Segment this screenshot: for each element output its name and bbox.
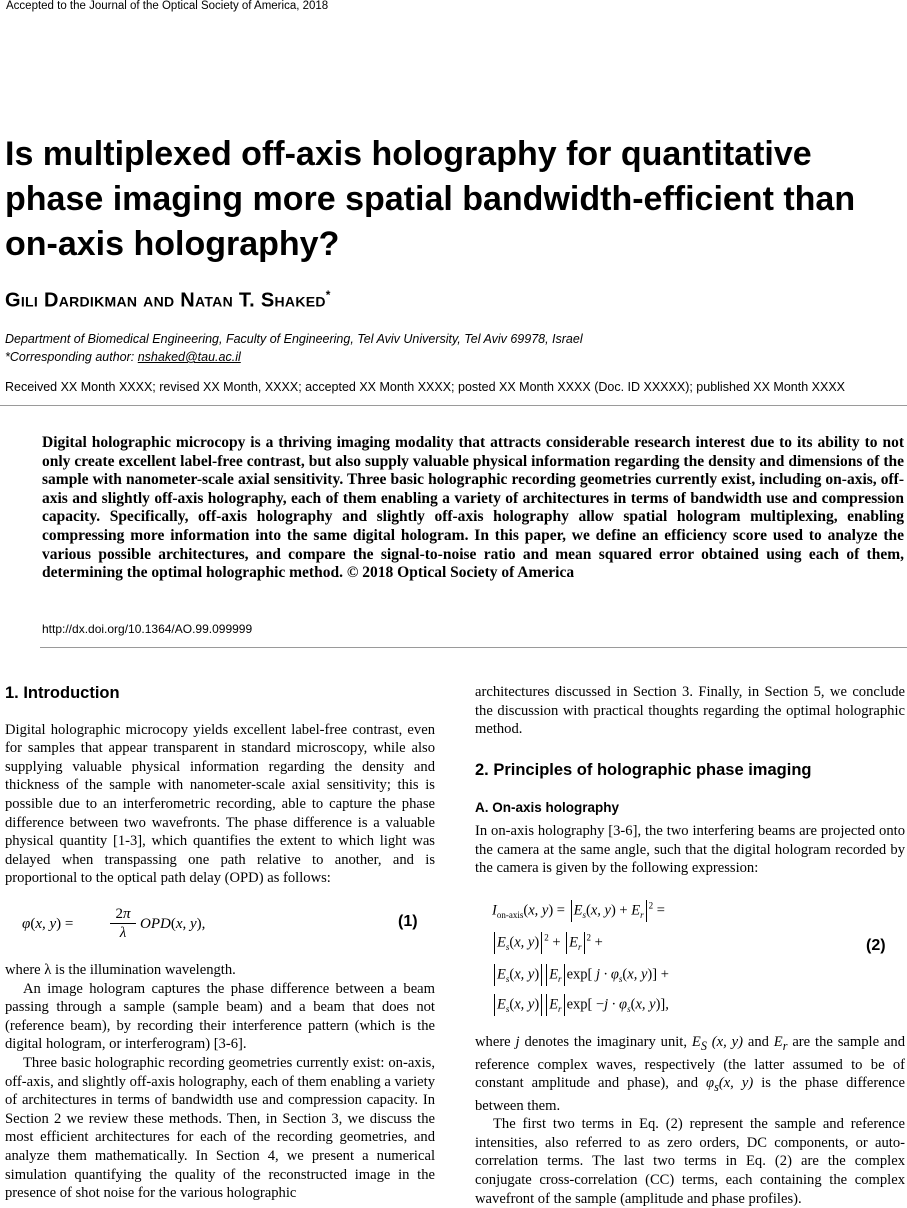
text-run: denotes the imaginary unit, <box>519 1034 692 1050</box>
intro-paragraph-1: Digital holographic microcopy yields excellent label-free contrast, even for samples that appear transparent in standard microscopy, while also supplying valuable physical information regarding the density and thickness of the sample with nanometer-scale axial sensitivity; this is possible due to an interferometric recording, able to capture the phase difference between two wavefronts. The phase difference is a valuable physical quantity [1-3], which quantifies the extent to which light was delayed when transpassing one path relative to another, and is proportional to the optical path delay (OPD) as follows: <box>5 721 435 887</box>
wavelength-sentence: where λ is the illumination wavelength. <box>5 962 236 978</box>
corresponding-author <box>5 350 241 364</box>
left-column <box>5 684 435 888</box>
variables-paragraph <box>475 1033 905 1115</box>
terms-paragraph: The first two terms in Eq. (2) represent the sample and reference intensities, also referred to as zero orders, DC components, or auto-correlation terms. The last two terms in Eq. (2) are the complex conjugate cross-correlation (CC) terms, each containing the complex wavefront of the sample (amplitude and phase profiles). <box>475 1116 905 1207</box>
divider-top <box>0 405 907 406</box>
doi-link[interactable]: http://dx.doi.org/10.1364/AO.99.099999 <box>42 622 253 636</box>
equation-1-number: (1) <box>398 913 418 930</box>
text-run: are the sample and reference complex waves, respectively (the latter assumed to be of constant amplitude and phase), and <box>475 1034 905 1092</box>
symbol-arg: (x, y) <box>706 1034 743 1050</box>
symbol-arg: (x, y) <box>718 1075 754 1092</box>
equation-2: $I_{on-axis}(x$, $y) = E_s(x$, $y) + E_r^2$ = $E_s(x$, y) $^2 + E_r^2$ + $E_s(x$, y) $E_r$ exp[ $j \cdot \varphi_s(x$, y)] + $E_s(x$, y) $E_r$ $\exp[ -j \cdot \varphi_s(x$, y)], <box>492 900 669 1015</box>
corresponding-mark: * <box>325 288 331 302</box>
publication-dates: Received XX Month XXXX; revised XX Month, XXXX; accepted XX Month XXXX; posted XX Month XXXX (Doc. ID XXXXX); published XX Month XXXX <box>5 380 845 394</box>
symbol-sub: r <box>782 1038 788 1053</box>
abstract-text: Digital holographic microcopy is a thriving imaging modality that attracts considerable research interest due to its ability to not only create excellent label-free contrast, but also supply valuable physical information regarding the density and dimensions of the sample with nanometer-scale axial sensitivity. Three basic holographic recording geometries currently exist, including on-axis, off-axis and slightly off-axis holography, each of them enabling a variety of architectures in terms of bandwidth use and compression capacity. Specifically, off-axis holography and slightly off-axis holography allow spatial hologram multiplexing, enabling compressing more information into the same digital hologram. In this paper, we define an efficiency score used to analyze the various possible architectures, and compare the signal-to-noise ratio and mean squared error obtained using each of them, determining the optimal holographic method. <box>42 434 904 582</box>
onaxis-paragraph: In on-axis holography [3-6], the two interfering beams are projected onto the camera at the same angle, such that the digital hologram recorded by the camera is given by the following expression: <box>475 822 905 877</box>
intro-continuation: architectures discussed in Section 3. Finally, in Section 5, we conclude the discussion with practical thoughts regarding the optimal holographic method. <box>475 684 905 738</box>
authors <box>5 288 331 313</box>
equation-1: φ(x, y) = 2π λ OPD(x, y), <box>22 906 206 941</box>
left-column-lower <box>5 961 435 1203</box>
abstract <box>42 434 904 583</box>
journal-note: Accepted to the Journal of the Optical Society of America, 2018 <box>6 0 329 12</box>
section-1-heading: 1. Introduction <box>5 684 120 702</box>
symbol-sub: S <box>700 1038 707 1053</box>
symbol-E: E <box>773 1034 783 1050</box>
symbol-E: E <box>691 1034 701 1050</box>
text-run: where <box>475 1034 516 1050</box>
intro-paragraph-2: An image hologram captures the phase difference between a beam passing through a sample (sample beam) and a beam that does not (reference beam), by recording their interference pattern (which is the digital hologram, or interferogram) [3-6]. <box>5 980 435 1053</box>
corresponding-label: *Corresponding author: <box>5 350 138 364</box>
intro-paragraph-3: Three basic holographic recording geometries currently exist: on-axis, off-axis, and slightly off-axis holography, each of them enabling a variety of architectures in terms of bandwidth use and compression capacity. In Section 2 we review these methods. Then, in Section 3, we discuss the most efficient architectures for each of the recording geometries, and analyze them mathematically. In Section 4, we present a numerical simulation quantifying the quality of the reconstructed image in the presence of shot noise for the various holographic <box>5 1054 435 1202</box>
reference-wave-symbol <box>773 1034 788 1053</box>
subsection-a-heading: A. On-axis holography <box>475 800 620 816</box>
right-column-lower <box>475 1033 905 1208</box>
symbol-sub: s <box>714 1080 719 1094</box>
sample-wave-symbol <box>691 1034 743 1053</box>
text-run: is the phase difference between them. <box>475 1075 905 1114</box>
text-run: and <box>742 1034 774 1050</box>
email-link[interactable]: nshaked@tau.ac.il <box>137 350 241 364</box>
divider-abstract <box>40 647 907 648</box>
phase-symbol <box>706 1075 754 1094</box>
paper-title: Is multiplexed off-axis holography for quantitative phase imaging more spatial bandwidth-efficient than on-axis holography? <box>5 135 856 263</box>
imag-unit: j <box>515 1034 520 1050</box>
symbol-phi: φ <box>706 1075 715 1092</box>
equation-2-number: (2) <box>866 937 886 954</box>
right-column <box>475 683 905 878</box>
copyright: © 2018 Optical Society of America <box>346 564 575 582</box>
authors-names: Gili Dardikman and Natan T. Shaked <box>5 289 326 312</box>
affiliation: Department of Biomedical Engineering, Faculty of Engineering, Tel Aviv University, Tel Aviv 69978, Israel <box>5 332 583 346</box>
section-2-heading: 2. Principles of holographic phase imaging <box>475 760 812 779</box>
